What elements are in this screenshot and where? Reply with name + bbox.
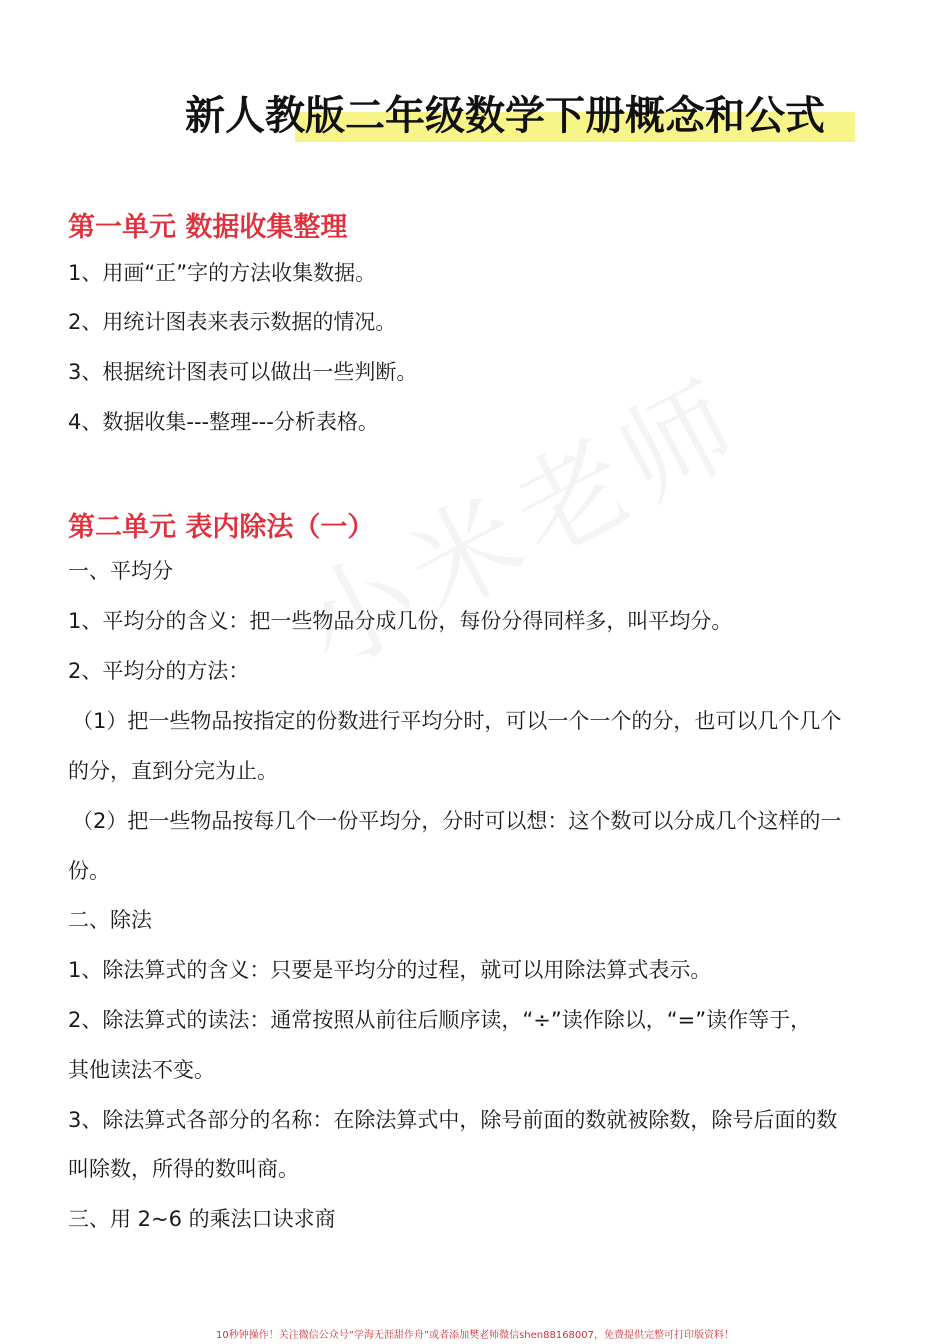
unit2-division-reading-line1: 2、除法算式的读法：通常按照从前往后顺序读，“÷”读作除以，“=”读作等于， (68, 1008, 812, 1032)
unit1-item-3: 3、根据统计图表可以做出一些判断。 (68, 360, 418, 384)
unit2-division-parts-line1: 3、除法算式各部分的名称：在除法算式中，除号前面的数就被除数，除号后面的数 (68, 1108, 838, 1132)
unit2-subheading-3: 三、用 2~6 的乘法口诀求商 (68, 1207, 336, 1231)
unit2-division-meaning: 1、除法算式的含义：只要是平均分的过程，就可以用除法算式表示。 (68, 958, 712, 982)
unit1-item-2: 2、用统计图表来表示数据的情况。 (68, 310, 397, 334)
unit1-item-4: 4、数据收集---整理---分析表格。 (68, 410, 379, 434)
unit1-item-1: 1、用画“正”字的方法收集数据。 (68, 261, 377, 285)
unit2-subheading-1: 一、平均分 (68, 559, 173, 583)
page-title: 新人教版二年级数学下册概念和公式 (185, 93, 825, 139)
unit2-division-reading-line2: 其他读法不变。 (68, 1058, 215, 1082)
unit2-subheading-2: 二、除法 (68, 908, 152, 932)
unit2-heading: 第二单元 表内除法（一） (68, 512, 375, 543)
unit2-avg-meaning: 1、平均分的含义：把一些物品分成几份，每份分得同样多，叫平均分。 (68, 609, 733, 633)
unit2-avg-method: 2、平均分的方法： (68, 659, 250, 683)
unit1-heading: 第一单元 数据收集整理 (68, 212, 348, 243)
unit2-division-parts-line2: 叫除数，所得的数叫商。 (68, 1157, 299, 1181)
unit2-method-b-line1: （2）把一些物品按每几个一份平均分，分时可以想：这个数可以分成几个这样的一 (72, 809, 842, 833)
unit2-method-b-line2: 份。 (68, 859, 110, 883)
footer-notice: 10秒钟操作！关注微信公众号“学海无涯甜作舟”或者添加樊老师微信shen88168007，免费提供完整可打印版资料！ (215, 1330, 735, 1341)
unit2-method-a-line2: 的分，直到分完为止。 (68, 759, 278, 783)
unit2-method-a-line1: （1）把一些物品按指定的份数进行平均分时，可以一个一个的分，也可以几个几个 (72, 709, 842, 733)
title-block (185, 82, 865, 144)
